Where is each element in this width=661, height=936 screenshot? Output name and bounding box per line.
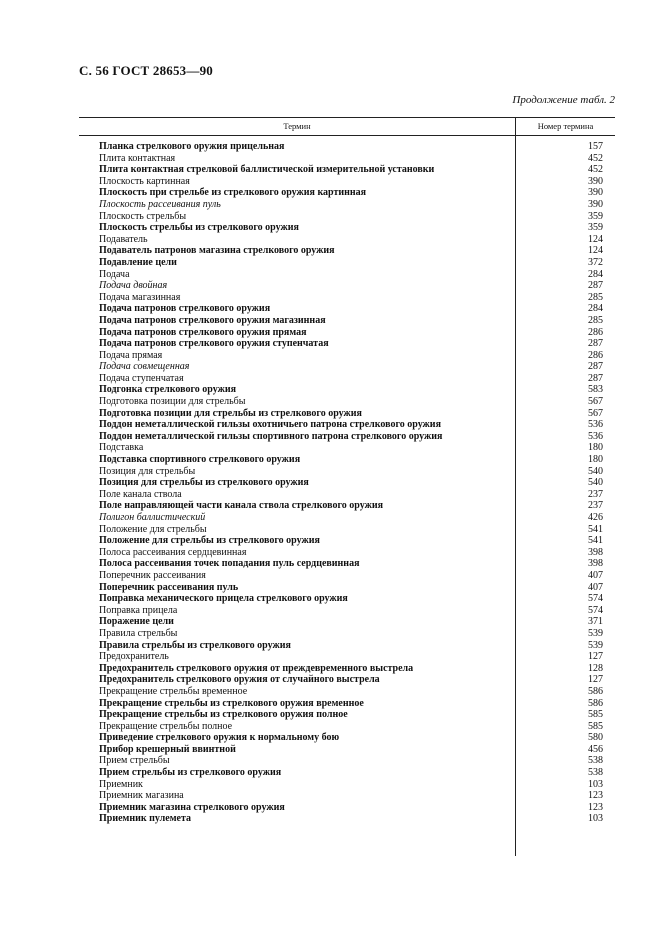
table-row [79, 257, 615, 269]
term-number-cell: 567 [588, 396, 603, 408]
term-cell: Поддон неметаллической гильзы охотничьего патрона стрелкового оружия [99, 419, 441, 431]
term-number-cell: 287 [588, 338, 603, 350]
term-number-cell: 103 [588, 778, 603, 790]
table-row [79, 269, 615, 281]
term-number-cell: 103 [588, 813, 603, 825]
term-cell: Поле направляющей части канала ствола стрелкового оружия [99, 500, 384, 512]
term-cell: Положение для стрельбы из стрелкового оружия [99, 535, 320, 547]
term-number-cell: 398 [588, 558, 603, 570]
term-number-cell: 585 [588, 720, 603, 732]
table-row [79, 524, 615, 536]
term-cell: Поражение цели [99, 616, 174, 628]
table-row [79, 628, 615, 640]
term-cell: Плоскость стрельбы [99, 210, 187, 222]
table-row [79, 419, 615, 431]
term-cell: Поддон неметаллической гильзы спортивного патрона стрелкового оружия [99, 430, 443, 442]
term-cell: Плита контактная [99, 152, 176, 164]
table-row [79, 303, 615, 315]
table-row [79, 570, 615, 582]
term-number-cell: 157 [588, 141, 603, 152]
table-row [79, 199, 615, 211]
table-row [79, 512, 615, 524]
table-row [79, 732, 615, 744]
term-number-cell: 372 [588, 256, 603, 268]
column-header-term: Термин [283, 121, 311, 131]
terms-table [79, 117, 615, 825]
term-number-cell: 237 [588, 500, 603, 512]
table-row [79, 153, 615, 165]
term-cell: Подача патронов стрелкового оружия магазинная [99, 314, 326, 326]
term-number-cell: 286 [588, 349, 603, 361]
table-row [79, 211, 615, 223]
term-cell: Поправка механического прицела стрелкового оружия [99, 593, 348, 605]
term-number-cell: 456 [588, 743, 603, 755]
term-number-cell: 123 [588, 801, 603, 813]
term-cell: Положение для стрельбы [99, 523, 207, 535]
term-cell: Плита контактная стрелковой баллистической измерительной установки [99, 164, 435, 176]
table-row [79, 593, 615, 605]
table-row [79, 245, 615, 257]
term-cell: Прекращение стрельбы из стрелкового оружия временное [99, 697, 364, 709]
table-row [79, 663, 615, 675]
term-number-cell: 407 [588, 569, 603, 581]
page-header: С. 56 ГОСТ 28653—90 [79, 63, 213, 78]
term-cell: Поле канала ствола [99, 488, 182, 500]
term-cell: Подставка спортивного стрелкового оружия [99, 454, 301, 466]
term-number-cell: 359 [588, 210, 603, 222]
term-cell: Плоскость при стрельбе из стрелкового оружия картинная [99, 187, 367, 199]
term-cell: Подавление цели [99, 256, 177, 268]
table-row [79, 616, 615, 628]
term-number-cell: 285 [588, 314, 603, 326]
term-cell: Плоскость стрельбы из стрелкового оружия [99, 222, 299, 234]
table-row [79, 431, 615, 443]
term-number-cell: 124 [588, 233, 603, 245]
table-row [79, 767, 615, 779]
term-number-cell: 127 [588, 651, 603, 663]
term-number-cell: 390 [588, 198, 603, 210]
table-row [79, 686, 615, 698]
term-number-cell: 585 [588, 709, 603, 721]
table-row [79, 292, 615, 304]
table-row [79, 744, 615, 756]
table-row [79, 176, 615, 188]
term-cell: Позиция для стрельбы [99, 465, 196, 477]
table-row [79, 408, 615, 420]
table-row [79, 327, 615, 339]
term-cell: Поперечник рассеивания [99, 569, 206, 581]
term-cell: Подача патронов стрелкового оружия [99, 303, 271, 315]
table-row [79, 547, 615, 559]
term-cell: Приемник пулемета [99, 813, 191, 825]
term-number-cell: 123 [588, 790, 603, 802]
table-row [79, 802, 615, 814]
term-number-cell: 540 [588, 465, 603, 477]
column-header-number: Номер термина [537, 121, 594, 131]
table-row [79, 361, 615, 373]
table-row [79, 535, 615, 547]
term-number-cell: 574 [588, 604, 603, 616]
term-number-cell: 237 [588, 488, 603, 500]
term-cell: Подготовка позиции для стрельбы [99, 396, 246, 408]
term-number-cell: 580 [588, 732, 603, 744]
table-row [79, 222, 615, 234]
table-row [79, 477, 615, 489]
term-cell: Подача [99, 268, 130, 280]
term-cell: Поправка прицела [99, 604, 178, 616]
term-number-cell: 287 [588, 372, 603, 384]
term-cell: Предохранитель стрелкового оружия от преждевременного выстрела [99, 662, 414, 674]
term-number-cell: 124 [588, 245, 603, 257]
term-number-cell: 567 [588, 407, 603, 419]
table-body [79, 136, 615, 825]
table-row [79, 558, 615, 570]
term-cell: Полигон баллистический [99, 512, 206, 523]
term-cell: Подаватель патронов магазина стрелкового оружия [99, 245, 335, 257]
term-number-cell: 398 [588, 546, 603, 558]
table-row [79, 640, 615, 652]
term-number-cell: 538 [588, 767, 603, 779]
term-number-cell: 583 [588, 384, 603, 396]
term-cell: Приемник магазина [99, 790, 184, 802]
table-row [79, 755, 615, 767]
term-cell: Плоскость рассеивания пуль [99, 198, 221, 210]
table-row [79, 280, 615, 292]
table-row [79, 396, 615, 408]
table-row [79, 442, 615, 454]
term-number-cell: 390 [588, 187, 603, 199]
table-row [79, 674, 615, 686]
term-number-cell: 287 [588, 280, 603, 292]
term-number-cell: 536 [588, 430, 603, 442]
table-row [79, 790, 615, 802]
term-cell: Подача патронов стрелкового оружия ступенчатая [99, 338, 329, 350]
term-cell: Приведение стрелкового оружия к нормальному бою [99, 732, 340, 744]
term-cell: Полоса рассеивания точек попадания пуль сердцевинная [99, 558, 360, 570]
term-cell: Подставка [99, 442, 144, 454]
term-cell: Позиция для стрельбы из стрелкового оружия [99, 477, 309, 489]
term-cell: Подача патронов стрелкового оружия прямая [99, 326, 307, 338]
term-number-cell: 541 [588, 523, 603, 535]
table-row [79, 187, 615, 199]
table-row [79, 315, 615, 327]
term-number-cell: 407 [588, 581, 603, 593]
term-cell: Приемник [99, 778, 143, 790]
table-row [79, 141, 615, 153]
term-cell: Прибор крешерный ввинтной [99, 743, 236, 755]
table-row [79, 454, 615, 466]
term-number-cell: 540 [588, 477, 603, 489]
term-cell: Плоскость картинная [99, 175, 190, 187]
term-number-cell: 539 [588, 639, 603, 651]
table-row [79, 164, 615, 176]
term-number-cell: 287 [588, 361, 603, 373]
table-row [79, 338, 615, 350]
term-number-cell: 426 [588, 512, 603, 523]
term-number-cell: 452 [588, 164, 603, 176]
term-cell: Подача ступенчатая [99, 372, 184, 384]
term-number-cell: 452 [588, 152, 603, 164]
table-row [79, 779, 615, 791]
table-header [79, 117, 615, 136]
term-number-cell: 574 [588, 593, 603, 605]
term-cell: Подача прямая [99, 349, 163, 361]
term-cell: Подаватель [99, 233, 148, 245]
table-row [79, 373, 615, 385]
term-cell: Правила стрельбы [99, 627, 178, 639]
term-cell: Подача совмещенная [99, 361, 190, 373]
term-cell: Предохранитель [99, 651, 169, 663]
term-number-cell: 539 [588, 627, 603, 639]
term-number-cell: 536 [588, 419, 603, 431]
term-number-cell: 390 [588, 175, 603, 187]
term-cell: Полоса рассеивания сердцевинная [99, 546, 247, 558]
table-row [79, 500, 615, 512]
term-number-cell: 180 [588, 454, 603, 466]
term-number-cell: 286 [588, 326, 603, 338]
table-row [79, 384, 615, 396]
table-row [79, 709, 615, 721]
term-cell: Подгонка стрелкового оружия [99, 384, 237, 396]
table-row [79, 605, 615, 617]
term-number-cell: 541 [588, 535, 603, 547]
term-number-cell: 538 [588, 755, 603, 767]
term-cell: Подготовка позиции для стрельбы из стрелкового оружия [99, 407, 362, 419]
table-row [79, 489, 615, 501]
term-cell: Планка стрелкового оружия прицельная [99, 141, 285, 152]
term-number-cell: 285 [588, 291, 603, 303]
term-number-cell: 371 [588, 616, 603, 628]
term-cell: Поперечник рассеивания пуль [99, 581, 239, 593]
table-continuation-label: Продолжение табл. 2 [512, 94, 615, 106]
table-row [79, 721, 615, 733]
term-number-cell: 586 [588, 685, 603, 697]
table-row [79, 698, 615, 710]
term-cell: Прием стрельбы из стрелкового оружия [99, 767, 282, 779]
table-row [79, 466, 615, 478]
table-row [79, 813, 615, 825]
term-number-cell: 586 [588, 697, 603, 709]
term-cell: Подача двойная [99, 280, 168, 292]
table-row [79, 350, 615, 362]
table-row [79, 234, 615, 246]
term-number-cell: 284 [588, 303, 603, 315]
term-number-cell: 284 [588, 268, 603, 280]
term-cell: Прием стрельбы [99, 755, 170, 767]
table-row [79, 582, 615, 594]
term-cell: Приемник магазина стрелкового оружия [99, 801, 285, 813]
term-number-cell: 180 [588, 442, 603, 454]
term-cell: Подача магазинная [99, 291, 181, 303]
term-cell: Правила стрельбы из стрелкового оружия [99, 639, 291, 651]
term-cell: Предохранитель стрелкового оружия от случайного выстрела [99, 674, 380, 686]
term-number-cell: 359 [588, 222, 603, 234]
term-cell: Прекращение стрельбы полное [99, 720, 233, 732]
term-cell: Прекращение стрельбы из стрелкового оружия полное [99, 709, 348, 721]
term-number-cell: 128 [588, 662, 603, 674]
term-number-cell: 127 [588, 674, 603, 686]
term-cell: Прекращение стрельбы временное [99, 685, 248, 697]
table-row [79, 651, 615, 663]
